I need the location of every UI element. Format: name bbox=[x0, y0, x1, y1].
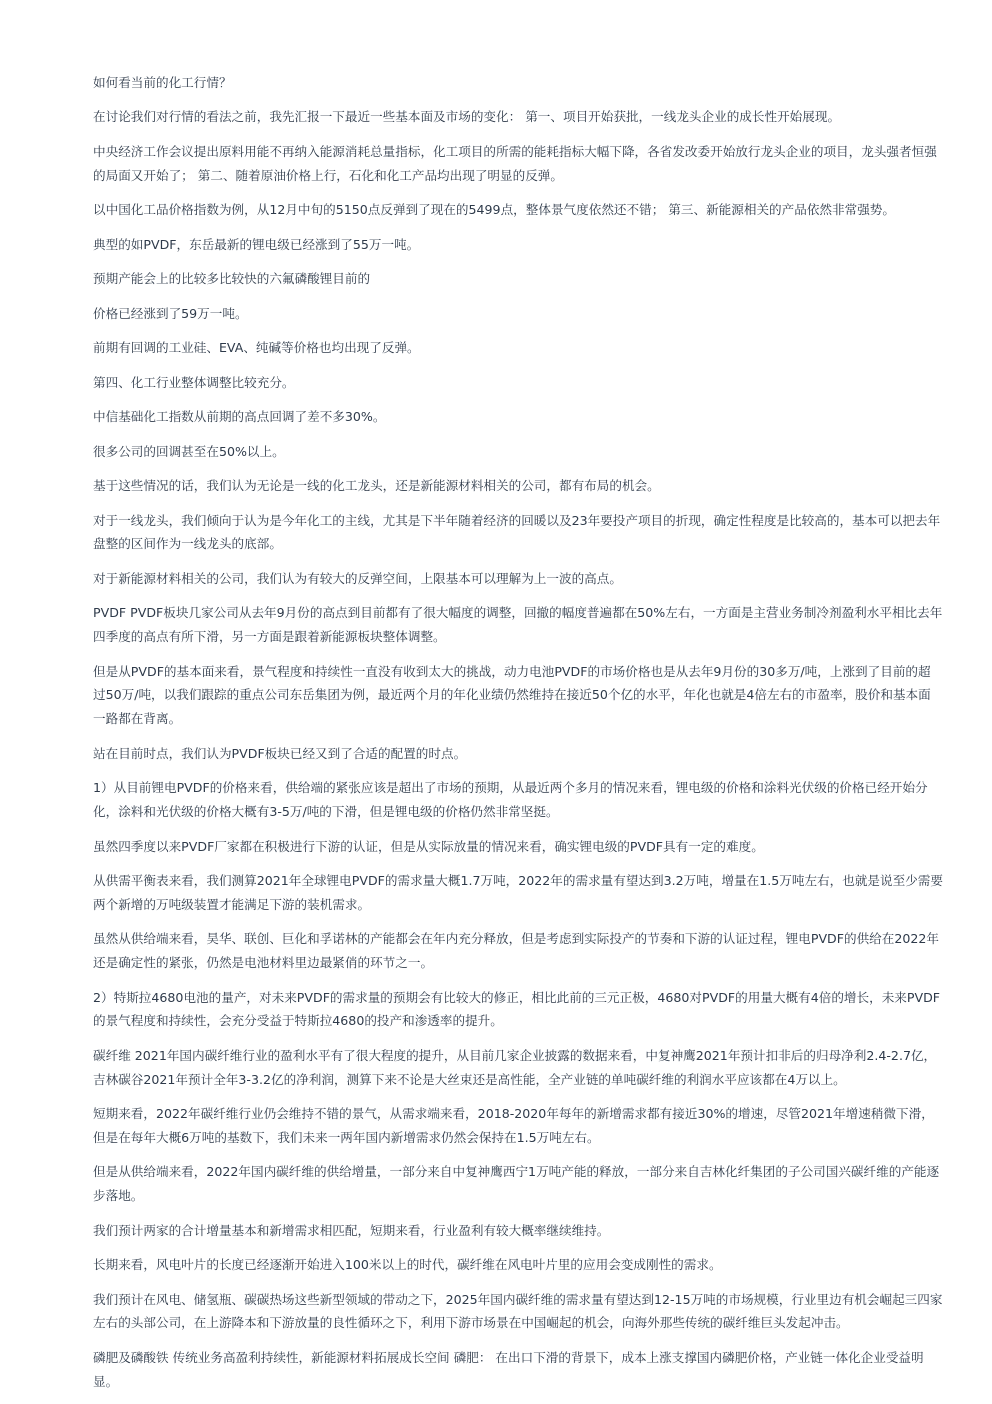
paragraph: 对于新能源材料相关的公司，我们认为有较大的反弹空间，上限基本可以理解为上一波的高点。 bbox=[93, 570, 622, 586]
paragraph: 虽然四季度以来PVDF厂家都在积极进行下游的认证，但是从实际放量的情况来看，确实锂电级的PVDF具有一定的难度。 bbox=[93, 838, 764, 854]
paragraph: 但是从供给端来看，2022年国内碳纤维的供给增量，一部分来自中复神鹰西宁1万吨产能的释放，一部分来自吉林化纤集团的子公司国兴碳纤维的产能逐步落地。 bbox=[93, 1164, 940, 1204]
paragraph: 磷肥及磷酸铁 传统业务高盈利持续性，新能源材料拓展成长空间 磷肥： 在出口下滑的背景下，成本上涨支撑国内磷肥价格，产业链一体化企业受益明显。 bbox=[93, 1349, 924, 1389]
document-body bbox=[93, 71, 943, 1404]
paragraph: 前期有回调的工业硅、EVA、纯碱等价格也均出现了反弹。 bbox=[93, 340, 420, 356]
paragraph: 我们预计两家的合计增量基本和新增需求相匹配，短期来看，行业盈利有较大概率继续维持。 bbox=[93, 1222, 610, 1238]
paragraph: 基于这些情况的话，我们认为无论是一线的化工龙头，还是新能源材料相关的公司，都有布局的机会。 bbox=[93, 478, 660, 494]
paragraph: 虽然从供给端来看，昊华、联创、巨化和孚诺林的产能都会在年内充分释放，但是考虑到实际投产的节奏和下游的认证过程，锂电PVDF的供给在2022年还是确定性的紧张，仍然是电池材料里边最紧俏的环节之一。 bbox=[93, 931, 940, 971]
paragraph: 中央经济工作会议提出原料用能不再纳入能源消耗总量指标，化工项目的所需的能耗指标大幅下降，各省发改委开始放行龙头企业的项目，龙头强者恒强的局面又开始了； 第二、随着原油价格上行，石化和化工产品均出现了明显的反弹。 bbox=[93, 143, 937, 183]
paragraph: 典型的如PVDF，东岳最新的锂电级已经涨到了55万一吨。 bbox=[93, 236, 420, 252]
paragraph: PVDF PVDF板块几家公司从去年9月份的高点到目前都有了很大幅度的调整，回撤的幅度普遍都在50%左右，一方面是主营业务制冷剂盈利水平相比去年四季度的高点有所下滑，另一方面是跟着新能源板块整体调整。 bbox=[93, 605, 943, 645]
paragraph: 但是从PVDF的基本面来看，景气程度和持续性一直没有收到太大的挑战，动力电池PVDF的市场价格也是从去年9月份的30多万/吨，上涨到了目前的超过50万/吨，以我们跟踪的重点公司东岳集团为例，最近两个月的年化业绩仍然维持在接近50个亿的水平，年化也就是4倍左右的市盈率，股价和基本面一路都在背离。 bbox=[93, 663, 931, 727]
paragraph: 以中国化工品价格指数为例，从12月中旬的5150点反弹到了现在的5499点，整体景气度依然还不错； 第三、新能源相关的产品依然非常强势。 bbox=[93, 202, 895, 218]
paragraph: 预期产能会上的比较多比较快的六氟磷酸锂目前的 bbox=[93, 271, 371, 287]
paragraph: 第四、化工行业整体调整比较充分。 bbox=[93, 374, 295, 390]
heading-question: 如何看当前的化工行情？ bbox=[93, 75, 232, 90]
paragraph: 在讨论我们对行情的看法之前，我先汇报一下最近一些基本面及市场的变化： 第一、项目开始获批，一线龙头企业的成长性开始展现。 bbox=[93, 109, 841, 125]
paragraph: 站在目前时点，我们认为PVDF板块已经又到了合适的配置的时点。 bbox=[93, 745, 467, 761]
paragraph: 1）从目前锂电PVDF的价格来看，供给端的紧张应该是超出了市场的预期，从最近两个多月的情况来看，锂电级的价格和涂料光伏级的价格已经开始分化，涂料和光伏级的价格大概有3-5万/吨的下滑，但是锂电级的价格仍然非常坚挺。 bbox=[93, 780, 928, 820]
paragraph: 短期来看，2022年碳纤维行业仍会维持不错的景气，从需求端来看，2018-2020年每年的新增需求都有接近30%的增速，尽管2021年增速稍微下滑，但是在每年大概6万吨的基数下，我们未来一两年国内新增需求仍然会保持在1.5万吨左右。 bbox=[93, 1106, 934, 1145]
paragraph: 碳纤维 2021年国内碳纤维行业的盈利水平有了很大程度的提升，从目前几家企业披露的数据来看，中复神鹰2021年预计扣非后的归母净利2.4-2.7亿，吉林碳谷2021年预计全年3-3.2亿的净利润，测算下来不论是大丝束还是高性能，全产业链的单吨碳纤维的利润水平应该都在4万以上。 bbox=[93, 1047, 937, 1087]
paragraph: 2）特斯拉4680电池的量产，对未来PVDF的需求量的预期会有比较大的修正，相比此前的三元正极，4680对PVDF的用量大概有4倍的增长，未来PVDF的景气程度和持续性，会充分受益于特斯拉4680的投产和渗透率的提升。 bbox=[93, 989, 941, 1029]
paragraph: 中信基础化工指数从前期的高点回调了差不多30%。 bbox=[93, 409, 386, 425]
paragraph: 很多公司的回调甚至在50%以上。 bbox=[93, 443, 285, 459]
paragraph: 长期来看，风电叶片的长度已经逐渐开始进入100米以上的时代，碳纤维在风电叶片里的应用会变成刚性的需求。 bbox=[93, 1257, 722, 1273]
paragraph: 对于一线龙头，我们倾向于认为是今年化工的主线，尤其是下半年随着经济的回暖以及23年要投产项目的折现，确定性程度是比较高的，基本可以把去年盘整的区间作为一线龙头的底部。 bbox=[93, 512, 941, 552]
paragraph: 我们预计在风电、储氢瓶、碳碳热场这些新型领域的带动之下，2025年国内碳纤维的需求量有望达到12-15万吨的市场规模，行业里边有机会崛起三四家左右的头部公司，在上游降本和下游放量的良性循环之下，利用下游市场景在中国崛起的机会，向海外那些传统的碳纤维巨头发起冲击。 bbox=[93, 1291, 943, 1331]
paragraph: 价格已经涨到了59万一吨。 bbox=[93, 305, 248, 321]
paragraph: 从供需平衡表来看，我们测算2021年全球锂电PVDF的需求量大概1.7万吨，2022年的需求量有望达到3.2万吨，增量在1.5万吨左右，也就是说至少需要两个新增的万吨级装置才能满足下游的装机需求。 bbox=[93, 872, 943, 912]
